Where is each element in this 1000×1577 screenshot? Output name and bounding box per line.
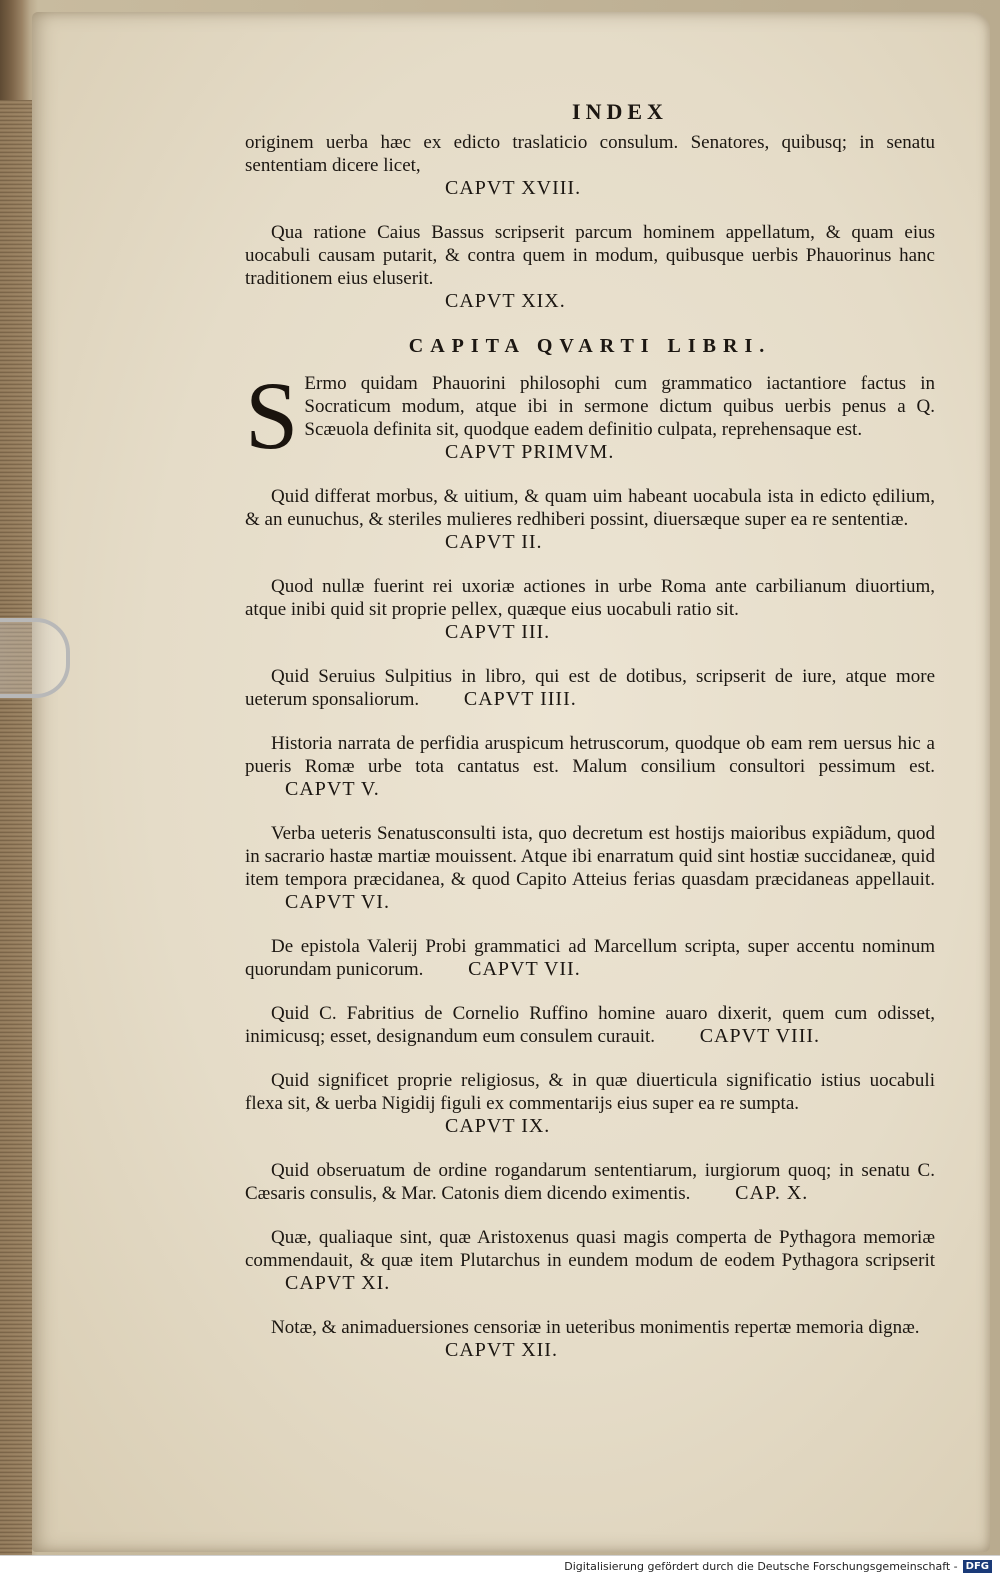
chapter-number: CAPVT III.	[445, 621, 551, 643]
entry-text: Quid significet proprie religiosus, & in quæ diuerticula significatio istius uocabuli flexa sit, & uerba Nigidij figuli ex commentarijs eius super ea re sumpta.	[245, 1070, 935, 1114]
entry-text: Quid Seruius Sulpitius in libro, qui est de dotibus, scripserit de iure, atque more ueterum sponsaliorum.	[245, 666, 935, 710]
chapter-number: CAPVT XI.	[285, 1272, 391, 1294]
index-entry	[245, 485, 935, 554]
chapter-number: CAPVT XVIII.	[445, 177, 582, 199]
index-entry	[245, 822, 935, 914]
entry-text: originem uerba hæc ex edicto traslaticio consulum. Senatores, quibusq; in senatu sententiam dicere licet,	[245, 132, 935, 176]
index-entry	[245, 575, 935, 644]
index-entry	[245, 221, 935, 313]
index-entry	[245, 131, 935, 200]
index-entry	[245, 1159, 935, 1205]
chapter-number: CAPVT IIII.	[463, 688, 577, 710]
entry-text: Quid C. Fabritius de Cornelio Ruffino homine auaro dixerit, quem cum odisset, inimicusq; esset, designandum eum consulem curauit.	[245, 1003, 935, 1047]
index-entry	[245, 362, 935, 469]
section-title: CAPITA QVARTI LIBRI.	[408, 335, 772, 357]
index-entry	[245, 1226, 935, 1295]
index-entry	[245, 665, 935, 711]
index-entry	[245, 1002, 935, 1048]
entry-text: Quid obseruatum de ordine rogandarum sententiarum, iurgiorum quoq; in senatu C. Cæsaris consulis, & Mar. Catonis diem dicendo eximentis.	[245, 1160, 935, 1204]
chapter-number: CAPVT XIX.	[445, 290, 566, 312]
entry-text: De epistola Valerij Probi grammatici ad Marcellum scripta, super accentu nominum quorundam punicorum.	[245, 936, 935, 980]
chapter-number: CAPVT VIII.	[699, 1025, 821, 1047]
entry-text: Ermo quidam Phauorini philosophi cum grammatico iactantiore factus in Socraticum modum, atque ibi in sermone dictum quibus uerbis penus a Q. Scæuola definita sit, quodque eadem definitio culpata, reprehensaque est.	[304, 373, 935, 440]
footer-credit: Digitalisierung gefördert durch die Deutsche Forschungsgemeinschaft -	[564, 1560, 958, 1573]
entry-text: Notæ, & animaduersiones censoriæ in ueteribus monimentis repertæ memoria dignæ.	[271, 1317, 920, 1338]
page-content	[245, 100, 935, 1383]
digitization-footer	[0, 1555, 1000, 1577]
entry-text: Quod nullæ fuerint rei uxoriæ actiones in urbe Roma ante carbilianum diuortium, atque inibi quid sit proprie pellex, quæque eius uocabuli ratio sit.	[245, 576, 935, 620]
entry-text: Verba ueteris Senatusconsulti ista, quo decretum est hostijs maioribus expiãdum, quod in sacrario hastæ martiæ mouissent. Atque ibi enarratum quid sint hostiæ succidaneæ, quid item tempora præcidanea, & quod Capito Atteius ferias quasdam præcidaneas appellauit.	[245, 823, 935, 890]
index-entry	[245, 1069, 935, 1138]
index-entry	[245, 1316, 935, 1362]
chapter-number: CAPVT IX.	[445, 1115, 551, 1137]
entry-text: Quid differat morbus, & uitium, & quam uim habeant uocabula ista in edicto ędilium, & an eunuchus, & steriles mulieres redhiberi possint, diuersæque super ea re sententiæ.	[245, 486, 935, 530]
drop-cap: S	[245, 362, 299, 469]
chapter-number: CAPVT XII.	[445, 1339, 558, 1361]
chapter-number: CAPVT V.	[285, 778, 380, 800]
entry-text: Quæ, qualiaque sint, quæ Aristoxenus quasi magis comperta de Pythagora memoriæ commendauit, & quæ item Plutarchus in eundem modum de eodem Pythagora scripserit	[245, 1227, 935, 1271]
page-clip	[0, 618, 70, 698]
chapter-number: CAPVT VI.	[285, 891, 390, 913]
dfg-logo: DFG	[963, 1560, 992, 1573]
running-head: INDEX	[572, 99, 668, 124]
chapter-number: CAPVT II.	[445, 531, 543, 553]
chapter-number: CAP. X.	[735, 1182, 809, 1204]
entry-text: Historia narrata de perfidia aruspicum hetruscorum, quodque ob eam rem uersus hic a pueris Romæ urbe tota cantatus est. Malum consilium consultori pessimum est.	[245, 733, 935, 777]
chapter-number: CAPVT PRIMVM.	[445, 441, 615, 463]
chapter-number: CAPVT VII.	[468, 958, 581, 980]
index-entry	[245, 732, 935, 801]
book-page-edges	[0, 100, 32, 1560]
index-entry	[245, 935, 935, 981]
entry-text: Qua ratione Caius Bassus scripserit parcum hominem appellatum, & quam eius uocabuli causam putarit, & contra quem in modum, quibusque uerbis Phauorinus hanc traditionem eius eluserit.	[245, 222, 935, 289]
